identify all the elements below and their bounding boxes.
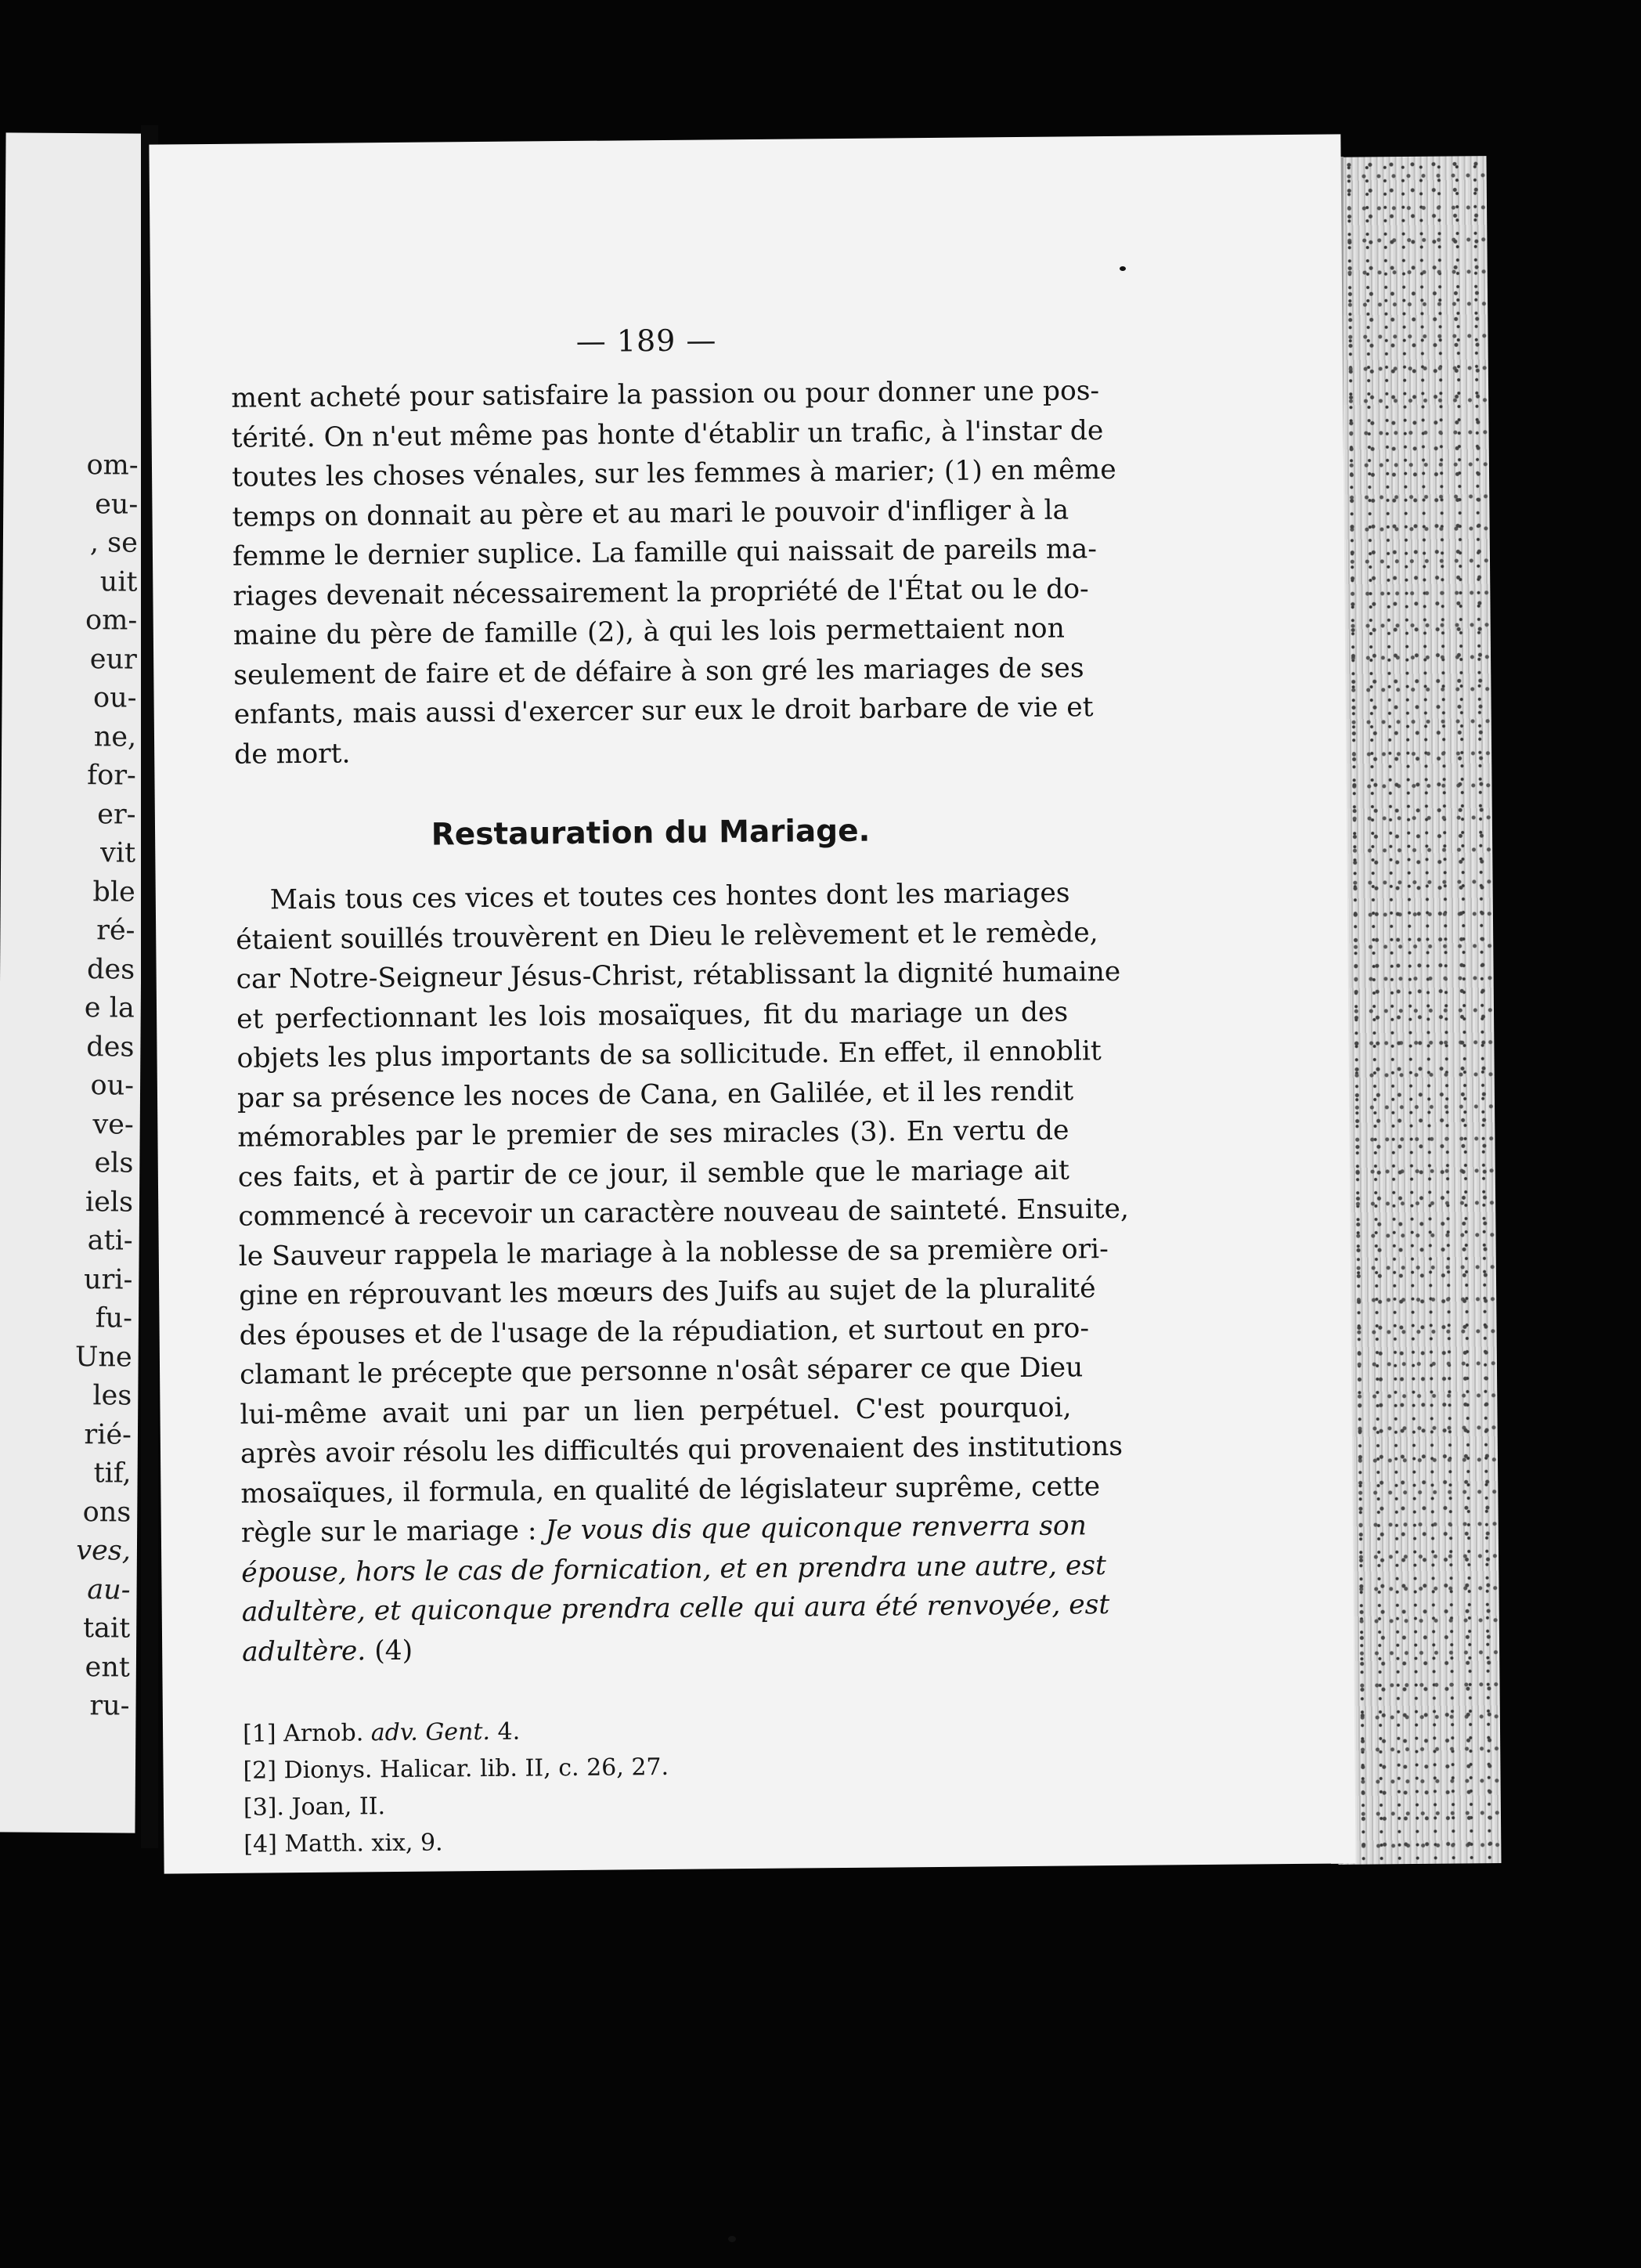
paragraph-line: seulement de faire et de défaire à son gré les mariages de ses	[233, 652, 1084, 692]
footnotes	[243, 1708, 1076, 1862]
previous-page-fragment-text: fu-	[95, 1302, 133, 1334]
previous-page-fragment-text: om-	[86, 450, 139, 482]
line-roman-part: (4)	[366, 1634, 413, 1667]
previous-page-fragment-text: uri-	[83, 1263, 133, 1296]
paragraph-line: enfants, mais aussi d'exercer sur eux le droit barbare de vie et	[233, 692, 1094, 731]
paragraph-line: des épouses et de l'usage de la répudiation, et surtout en pro-	[239, 1312, 1090, 1352]
paragraph-line: temps on donnait au père et au mari le pouvoir d'infliger à la	[232, 493, 1069, 533]
previous-page-fragment-text: uit	[99, 565, 138, 598]
previous-page-fragment-text: , se	[89, 527, 139, 559]
previous-page-fragment-text: Une	[74, 1341, 132, 1374]
previous-page-fragment-text: e la	[84, 992, 135, 1024]
footnote	[243, 1818, 1075, 1862]
paragraph-line: lui-même avait uni par un lien perpétuel. C'est pourquoi,	[240, 1391, 1072, 1431]
paragraph-line: objets les plus importants de sa sollicitude. En effet, il ennoblit	[236, 1035, 1102, 1074]
paragraph-line: après avoir résolu les difficultés qui provenaient des institutions	[240, 1430, 1123, 1470]
footnote-rest: 4.	[489, 1717, 521, 1746]
paragraph-line: clamant le précepte que personne n'osât séparer ce que Dieu	[239, 1352, 1084, 1391]
paragraph-line: étaient souillés trouvèrent en Dieu le relèvement et le remède,	[236, 916, 1098, 956]
previous-page-fragment-text: els	[94, 1147, 134, 1179]
previous-page-fragment-text: ru-	[89, 1690, 130, 1722]
line-italic-part: adultère.	[242, 1634, 366, 1668]
previous-page-fragment-text: ves,	[76, 1535, 132, 1567]
previous-page-fragment-text: ré-	[96, 915, 135, 947]
footnote-roman: Joan, II.	[283, 1793, 386, 1822]
paragraph-line: riages devenait nécessairement la propriété de l'État ou le do-	[233, 572, 1089, 612]
line-roman-part: règle sur le mariage :	[240, 1515, 546, 1549]
page-number: — 189 —	[575, 323, 717, 359]
footnote-mark: [2]	[243, 1757, 277, 1785]
dust-speck	[1120, 266, 1126, 271]
paragraph-line: gine en réprouvant les mœurs des Juifs au sujet de la pluralité	[239, 1273, 1096, 1312]
previous-page-fragment-text: eu-	[95, 488, 139, 521]
footnote-mark: [1]	[242, 1720, 276, 1748]
paragraph-line: épouse, hors le cas de fornication, et en prendra une autre, est	[241, 1549, 1107, 1589]
footnote-roman: Arnob.	[276, 1719, 371, 1748]
paragraph-line: de mort.	[234, 737, 351, 771]
paragraph-line: térité. On n'eut même pas honte d'établir un trafic, à l'instar de	[231, 414, 1104, 454]
paragraph-line	[240, 1506, 1087, 1553]
paragraph-line: car Notre-Seigneur Jésus-Christ, rétablissant la dignité humaine	[236, 955, 1121, 995]
previous-page-fragment-text: des	[86, 953, 135, 986]
paragraph-line: commencé à recevoir un caractère nouveau de sainteté. Ensuite,	[238, 1193, 1130, 1233]
paragraph-1	[231, 372, 1116, 775]
paragraph-line: par sa présence les noces de Cana, en Galilée, et il les rendit	[236, 1074, 1074, 1114]
paragraph-line: adultère, et quiconque prendra celle qui aura été renvoyée, est	[241, 1589, 1110, 1628]
previous-page-fragment-text: om-	[85, 605, 138, 637]
paragraph-line: mémorables par le premier de ses miracles (3). En vertu de	[237, 1114, 1069, 1154]
previous-page-fragment-text: eur	[89, 643, 138, 676]
previous-page-fragment-text: ble	[92, 876, 135, 908]
page-text-block	[230, 322, 1130, 1863]
section-heading: Restauration du Mariage.	[431, 813, 871, 853]
footnote-roman: Dionys. Halicar. lib. II, c. 26, 27.	[276, 1753, 669, 1785]
previous-page-fragment-text: ou-	[90, 1070, 135, 1102]
paragraph-line: et perfectionnant les lois mosaïques, fit du mariage un des	[236, 995, 1069, 1035]
previous-page-fragment-text: ent	[85, 1651, 131, 1684]
previous-page-fragment-text: iels	[85, 1186, 134, 1219]
paragraph-line: le Sauveur rappela le mariage à la noblesse de sa première ori-	[238, 1233, 1109, 1273]
previous-page-fragment-text: tait	[82, 1613, 131, 1645]
line-italic-part: Je vous dis que quiconque renverra son	[545, 1510, 1087, 1547]
footnote-italic: adv. Gent.	[370, 1717, 491, 1747]
paragraph-2	[236, 873, 1130, 1671]
previous-page-fragment	[0, 132, 147, 1833]
paragraph-last-line	[242, 1625, 1073, 1672]
previous-page-fragment-text: ons	[82, 1496, 132, 1529]
previous-page-fragment-text: for-	[87, 760, 136, 792]
footnote-roman: Matth. xix, 9.	[276, 1829, 443, 1858]
paragraph-line: ment acheté pour satisfaire la passion ou pour donner une pos-	[231, 375, 1100, 414]
previous-page-fragment-text: ati-	[87, 1225, 133, 1257]
paragraph-line: femme le dernier suplice. La famille qui naissait de pareils ma-	[232, 533, 1098, 572]
previous-page-fragment-text: vit	[99, 837, 136, 869]
previous-page-fragment-text: er-	[97, 798, 136, 831]
previous-page-fragment-text: des	[86, 1031, 135, 1064]
previous-page-line-endings	[73, 446, 139, 1726]
book-page	[149, 134, 1355, 1873]
paragraph-line: mosaïques, il formula, en qualité de législateur suprême, cette	[240, 1470, 1101, 1510]
previous-page-fragment-text: les	[92, 1380, 132, 1412]
dust-speck	[728, 2236, 736, 2242]
previous-page-fragment-text: rié-	[84, 1418, 132, 1451]
paragraph-line: Mais tous ces vices et toutes ces hontes dont les mariages	[269, 877, 1070, 916]
paragraph-line: toutes les choses vénales, sur les femmes à marier; (1) en même	[231, 453, 1116, 493]
previous-page-fragment-text: ne,	[93, 720, 137, 753]
paragraph-line: maine du père de famille (2), à qui les lois permettaient non	[233, 612, 1066, 652]
footnote-mark: [4]	[243, 1830, 277, 1858]
previous-page-fragment-text: tif,	[93, 1457, 132, 1490]
previous-page-fragment-text: au-	[87, 1573, 131, 1606]
paragraph-line: ces faits, et à partir de ce jour, il semble que le mariage ait	[237, 1154, 1070, 1194]
footnote-mark: [3].	[243, 1793, 285, 1822]
previous-page-fragment-text: ve-	[92, 1108, 134, 1141]
previous-page-fragment-text: ou-	[92, 682, 137, 714]
